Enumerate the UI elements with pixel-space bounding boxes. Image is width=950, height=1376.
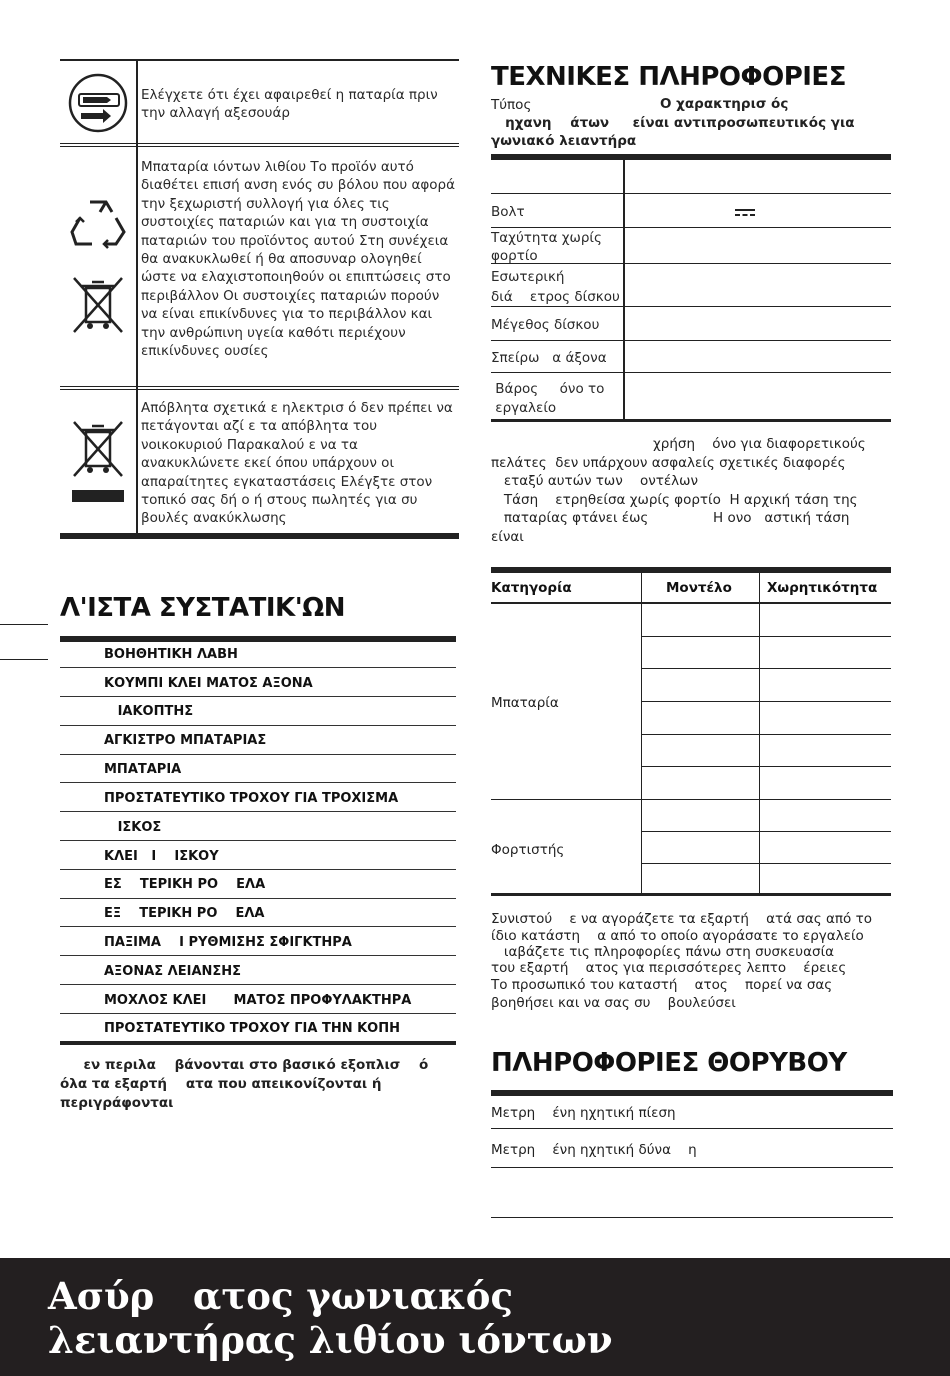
advice-line: ιαβάζετε τις πληροφορίες πάνω στη συσκευασία — [491, 944, 835, 960]
part-rule — [60, 811, 456, 812]
parts-list-top-rule — [60, 636, 456, 642]
part-rule — [60, 754, 456, 755]
tech-label-weight: Βάρος όνο το — [491, 381, 605, 397]
symbol-row-rule — [60, 143, 459, 144]
battery-row-rule — [641, 831, 891, 832]
part-rule — [60, 955, 456, 956]
symbol-table-divider — [136, 59, 138, 539]
tech-note-line: εταξύ αυτών των οντέλων — [491, 473, 699, 489]
tech-note-line: Η ονο αστική τάση — [713, 510, 850, 526]
weee-text: Απόβλητα σχετικά ε ηλεκτρισ ό δεν πρέπει να πετάγονται αζί ε τα απόβλητα του νοικοκυριού Παρακαλού ε να τα ανακυκλώνετε εκεί όπου υπάρχουν οι απαραίτητες εγκαταστάσεις Ελέγξτε στον τοπικό σας δή ο ή στους πωλητές για συ βουλές ανακύκλωσης — [141, 400, 453, 527]
part-item: ΕΣ ΤΕΡΙΚΗ ΡΟ ΕΛΑ — [104, 877, 266, 892]
parts-list-title: Λ'ΙΣΤΑ ΣΥΣΤΑΤΙΚ'ΩΝ — [60, 593, 346, 623]
tech-label-disc-size: Μέγεθος δίσκου — [491, 317, 600, 333]
noise-row-rule — [491, 1128, 893, 1129]
part-item: ΜΠΑΤΑΡΙΑ — [104, 762, 182, 777]
tech-table-top-rule — [491, 154, 891, 160]
tech-note-line: χρήση όνο για διαφορετικούς — [653, 436, 866, 452]
battery-recycling-text: Μπαταρία ιόντων λιθίου Το προϊόν αυτό διαθέτει επισή ανση ενός συ βόλου που αφορά την ξεχωριστή συλλογή για όλες τις συστοιχίες παταριών και για τη συστοιχία παταριών του προϊόντος αυτού Στη συνέχεια θα ανακυκλωθεί ή θα αποσυναρ ολογηθεί ώστε να ελαχιστοποιηθούν οι επιπτώσεις στο περιβάλλον Οι συστοιχίες παταριών πορούν να είναι επικίνδυνες για το περιβάλλον και την ανθρώπινη υγεία καθότι περιέχουν επικίνδυνες ουσίες — [141, 159, 456, 360]
advice-line: του εξαρτή ατος για περισσότερες λεπτο έρειες — [491, 960, 847, 976]
tech-label-volt: Βολτ — [491, 204, 525, 220]
battery-row-rule — [641, 668, 891, 669]
battery-row-rule — [641, 863, 891, 864]
tech-note-line: παταρίας φτάνει έως — [491, 510, 649, 526]
noise-row-rule — [491, 1167, 893, 1168]
part-rule — [60, 926, 456, 927]
part-rule — [60, 782, 456, 783]
tech-label-inner-diameter: Εσωτερική — [491, 269, 565, 285]
part-rule — [60, 869, 456, 870]
part-item: ΒΟΗΘΗΤΙΚΗ ΛΑΒΗ — [104, 647, 238, 662]
margin-tab-mark — [0, 624, 48, 625]
battery-table-top-rule — [491, 567, 891, 573]
advice-line: βοηθήσει και να σας συ βουλεύσει — [491, 995, 736, 1011]
row-label-battery: Μπαταρία — [491, 695, 559, 711]
part-item: ΠΡΟΣΤΑΤΕΥΤΙΚΟ ΤΡΟΧΟΥ ΓΙΑ ΤΡΟΧΙΣΜΑ — [104, 791, 399, 806]
tech-row-rule — [491, 340, 891, 341]
symbol-row-rule — [60, 386, 459, 387]
tech-row-rule — [491, 227, 891, 228]
weee-bin-icon — [70, 418, 126, 506]
tech-info-title: ΤΕΧΝΙΚΕΣ ΠΛΗΡΟΦΟΡΙΕΣ — [491, 62, 846, 92]
symbol-row-rule — [60, 389, 459, 390]
part-item: ΜΟΧΛΟΣ ΚΛΕΙ ΜΑΤΟΣ ΠΡΟΦΥΛΑΚΤΗΡΑ — [104, 993, 412, 1008]
tech-desc-line: ηχανη άτων είναι αντιπροσωπευτικός για — [491, 115, 855, 131]
part-rule — [60, 667, 456, 668]
battery-removal-icon — [67, 72, 129, 134]
row-label-charger: Φορτιστής — [491, 842, 565, 858]
noise-info-title: ΠΛΗΡΟΦΟΡΙΕΣ ΘΟΡΥΒΟΥ — [491, 1048, 847, 1078]
part-rule — [60, 696, 456, 697]
part-item: ΑΓΚΙΣΤΡΟ ΜΠΑΤΑΡΙΑΣ — [104, 733, 267, 748]
parts-note-line: περιγράφονται — [60, 1095, 174, 1111]
footer-title-line: λειαντήρας λιθίου ιόντων — [48, 1318, 613, 1362]
footer-banner — [0, 1258, 950, 1376]
col-header-model: Μοντέλο — [666, 580, 732, 596]
noise-pressure-label: Μετρη ένη ηχητική πίεση — [491, 1105, 676, 1121]
parts-note-line: όλα τα εξαρτή ατα που απεικονίζονται ή — [60, 1076, 382, 1092]
col-header-capacity: Χωρητικότητα — [767, 580, 878, 596]
tech-label-speed: Ταχύτητα χωρίς — [491, 230, 602, 246]
part-item: ΕΞ ΤΕΡΙΚΗ ΡΟ ΕΛΑ — [104, 906, 265, 921]
battery-removal-text: Ελέγχετε ότι έχει αφαιρεθεί η παταρία πριν την αλλαγή αξεσουάρ — [141, 87, 438, 122]
part-item: ΚΛΕΙ Ι ΙΣΚΟΥ — [104, 849, 219, 864]
footer-title-line: Ασύρ ατος γωνιακός — [48, 1274, 514, 1318]
symbol-row-rule — [60, 146, 459, 147]
part-item: ΠΑΞΙΜΑ Ι ΡΥΘΜΙΣΗΣ ΣΦΙΓΚΤΗΡΑ — [104, 935, 352, 950]
battery-row-rule — [641, 636, 891, 637]
tech-row-rule — [491, 372, 891, 373]
part-item: ΙΣΚΟΣ — [104, 820, 162, 835]
tech-desc-line: γωνιακό λειαντήρα — [491, 133, 637, 149]
tech-table-bottom-rule — [491, 419, 891, 422]
tech-note-line: πελάτες δεν υπάρχουν ασφαλείς σχετικές διαφορές — [491, 455, 846, 471]
tech-row-rule — [491, 263, 891, 264]
recycle-icon — [70, 196, 126, 250]
battery-row-rule — [641, 701, 891, 702]
tech-label-speed: φορτίο — [491, 248, 538, 264]
tech-table-divider — [623, 160, 625, 420]
part-rule — [60, 840, 456, 841]
tech-note-line: είναι — [491, 529, 524, 545]
tech-type-label: Τύπος — [491, 97, 532, 113]
advice-line: Το προσωπικό του καταστή ατος πορεί να σας — [491, 977, 833, 993]
tech-desc-line: Ο χαρακτηρισ ός — [660, 96, 789, 112]
part-rule — [60, 1013, 456, 1014]
part-rule — [60, 725, 456, 726]
tech-row-rule — [491, 193, 891, 194]
noise-power-label: Μετρη ένη ηχητική δύνα η — [491, 1142, 697, 1158]
tech-label-inner-diameter: διά ετρος δίσκου — [491, 289, 620, 305]
part-item: ΠΡΟΣΤΑΤΕΥΤΙΚΟ ΤΡΟΧΟΥ ΓΙΑ ΤΗΝ ΚΟΠΗ — [104, 1021, 400, 1036]
dc-symbol-icon — [735, 208, 755, 218]
parts-list-bottom-rule — [60, 1041, 456, 1045]
symbol-table-top-rule — [60, 59, 459, 61]
parts-note-line: εν περιλα βάνονται στο βασικό εξοπλισ ό — [60, 1057, 429, 1073]
part-item: ΙΑΚΟΠΤΗΣ — [104, 704, 194, 719]
battery-group-rule — [491, 799, 891, 800]
symbol-table-bottom-rule — [60, 533, 459, 539]
noise-table-top-rule — [491, 1090, 893, 1096]
battery-row-rule — [641, 734, 891, 735]
advice-line: ίδιο κατάστη α από το οποίο αγοράσατε το εργαλείο — [491, 928, 864, 944]
col-header-category: Κατηγορία — [491, 580, 572, 596]
tech-label-weight: εργαλείο — [491, 400, 557, 416]
part-rule — [60, 984, 456, 985]
margin-tab-mark — [0, 659, 48, 660]
tech-label-thread: Σπείρω α άξονα — [491, 350, 607, 366]
advice-line: Συνιστού ε να αγοράζετε τα εξαρτή ατά σας από το — [491, 911, 872, 927]
part-rule — [60, 898, 456, 899]
crossed-bin-icon — [70, 274, 126, 336]
tech-note-line: Τάση ετρηθείσα χωρίς φορτίο Η αρχική τάση της — [491, 492, 858, 508]
noise-row-rule — [491, 1217, 893, 1218]
battery-row-rule — [641, 766, 891, 767]
part-item: ΚΟΥΜΠΙ ΚΛΕΙ ΜΑΤΟΣ ΑΞΟΝΑ — [104, 676, 313, 691]
battery-table-bottom-rule — [491, 893, 891, 896]
battery-table-header-rule — [491, 602, 891, 604]
part-item: ΑΞΟΝΑΣ ΛΕΙΑΝΣΗΣ — [104, 964, 242, 979]
